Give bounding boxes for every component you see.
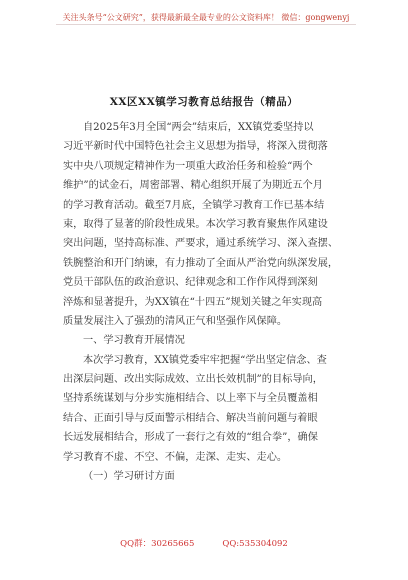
qq-text: QQ:535304092 [222,539,288,549]
qq-group-text: QQ群：30265665 [120,539,195,549]
body-line: 质量发展注入了强劲的清风正气和坚强作风保障。 [63,315,288,327]
body-line: 出深层问题、改出实际成效、立出长效机制”的目标导向， [63,374,323,386]
body-line: 的学习教育活动。截至7月底，全镇学习教育工作已基本结 [63,199,325,211]
body-line: 自2025年3月全国“两会”结束后，XX镇党委坚持以 [83,122,314,133]
body-line: 坚持系统谋划与分步实施相结合、以上率下与全员覆盖相 [63,393,318,405]
body-line: 本次学习教育，XX镇党委牢牢把握“学出坚定信念、查 [83,354,327,366]
document-body [63,118,351,486]
body-line: 学习教育不虚、不空、不偏，走深、走实、走心。 [63,451,288,463]
body-line: 长远发展相结合，形成了一套行之有效的“组合拳”，确保 [63,432,318,444]
body-line: 束，取得了显著的阶段性成果。本次学习教育聚焦作风建设 [63,218,328,230]
contact-footer [0,537,408,549]
body-line: 习近平新时代中国特色社会主义思想为指导，将深入贯彻落 [63,141,328,153]
body-line: 结合、正面引导与反面警示相结合、解决当前问题与着眼 [63,412,318,424]
promo-banner: 关注头条号“公文研究”，获得最新最全最专业的公文资料库！ 微信：gongwenyj [56,12,356,25]
body-line: 实中央八项规定精神作为一项重大政治任务和检验“两个 [63,160,313,172]
section-heading: 一、学习教育开展情况 [83,335,185,347]
body-line: 突出问题，坚持高标准、严要求，通过系统学习、深入查摆、 [63,238,339,250]
document-title: XX区XX镇学习教育总结报告（精品） [109,96,299,108]
subsection-heading: （一）学习研讨方面 [83,471,175,483]
body-line: 党员干部队伍的政治意识、纪律观念和工作作风得到深刻 [63,277,318,289]
body-line: 铁腕整治和开门纳谏，有力推动了全面从严治党向纵深发展， [63,257,339,269]
body-line: 淬炼和显著提升，为XX镇在“十四五”规划关键之年实现高 [63,296,323,308]
body-line: 维护”的试金石，周密部署、精心组织开展了为期近五个月 [63,180,323,192]
